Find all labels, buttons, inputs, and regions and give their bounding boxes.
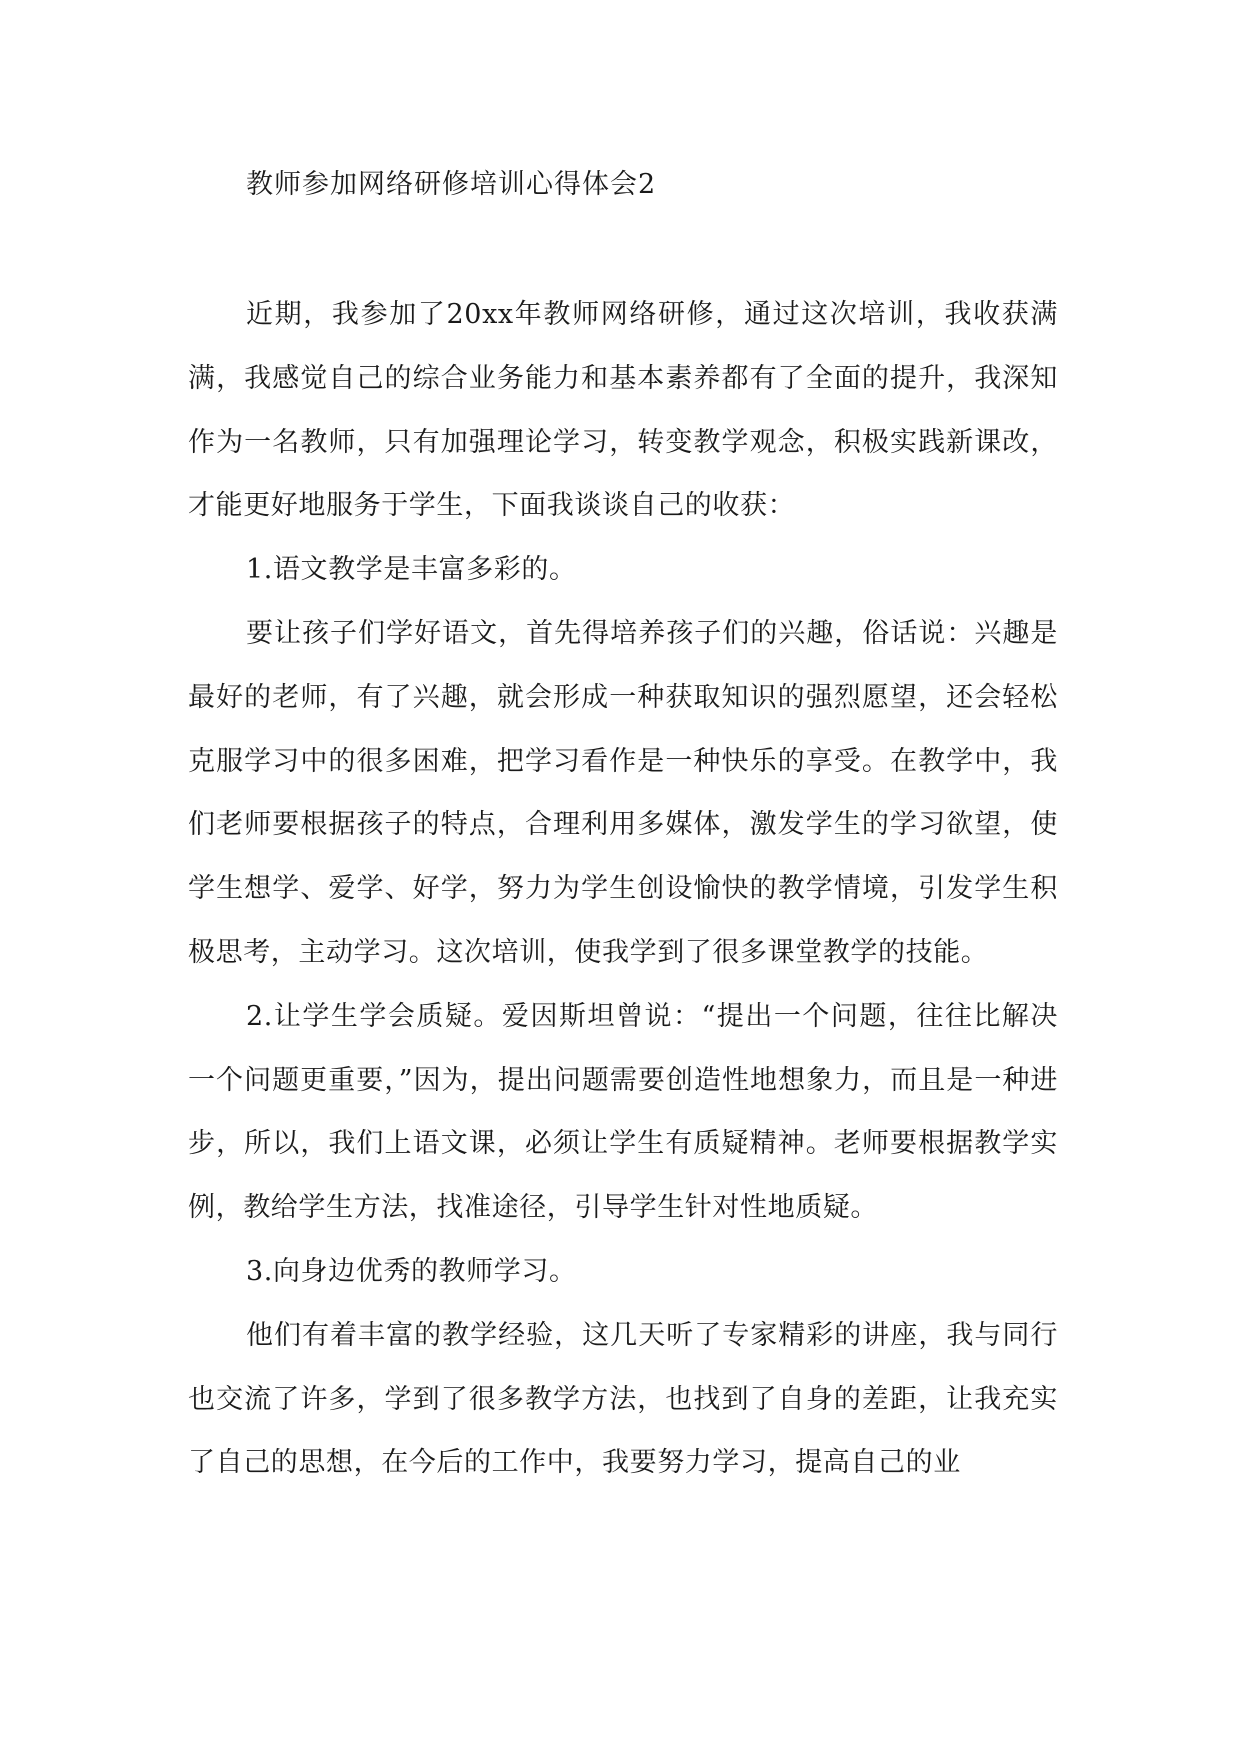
paragraph-point-1-heading: 1.语文教学是丰富多彩的。 [246,554,577,586]
paragraph-point-1-body: 要让孩子们学好语文，首先得培养孩子们的兴趣，俗话说：兴趣是最好的老师，有了兴趣，就会形成一种获取知识的强烈愿望，还会轻松克服学习中的很多困难，把学习看作是一种快乐的享受。在教学中，我们老师要根据孩子的特点，合理利用多媒体，激发学生的学习欲望，使学生想学、爱学、好学，努力为学生创设愉快的教学情境，引发学生积极思考，主动学习。这次培训，使我学到了很多课堂教学的技能。 [188,617,1058,968]
paragraph-intro: 近期，我参加了20xx年教师网络研修，通过这次培训，我收获满满，我感觉自己的综合业务能力和基本素养都有了全面的提升，我深知作为一名教师，只有加强理论学习，转变教学观念，积极实践新课改，才能更好地服务于学生，下面我谈谈自己的收获： [188,299,1058,522]
paragraph-point-3-body: 他们有着丰富的教学经验，这几天听了专家精彩的讲座，我与同行也交流了许多，学到了很多教学方法，也找到了自身的差距，让我充实了自己的思想，在今后的工作中，我要努力学习，提高自己的业 [188,1319,1058,1479]
document-title: 教师参加网络研修培训心得体会2 [246,169,657,200]
paragraph-point-2: 2.让学生学会质疑。爱因斯坦曾说：“提出一个问题，往往比解决一个问题更重要，”因为，提出问题需要创造性地想象力，而且是一种进步，所以，我们上语文课，必须让学生有质疑精神。老师要根据教学实例，教给学生方法，找准途径，引导学生针对性地质疑。 [188,1000,1058,1224]
paragraph-point-3-heading: 3.向身边优秀的教师学习。 [246,1255,577,1287]
document-body [188,283,1058,1495]
